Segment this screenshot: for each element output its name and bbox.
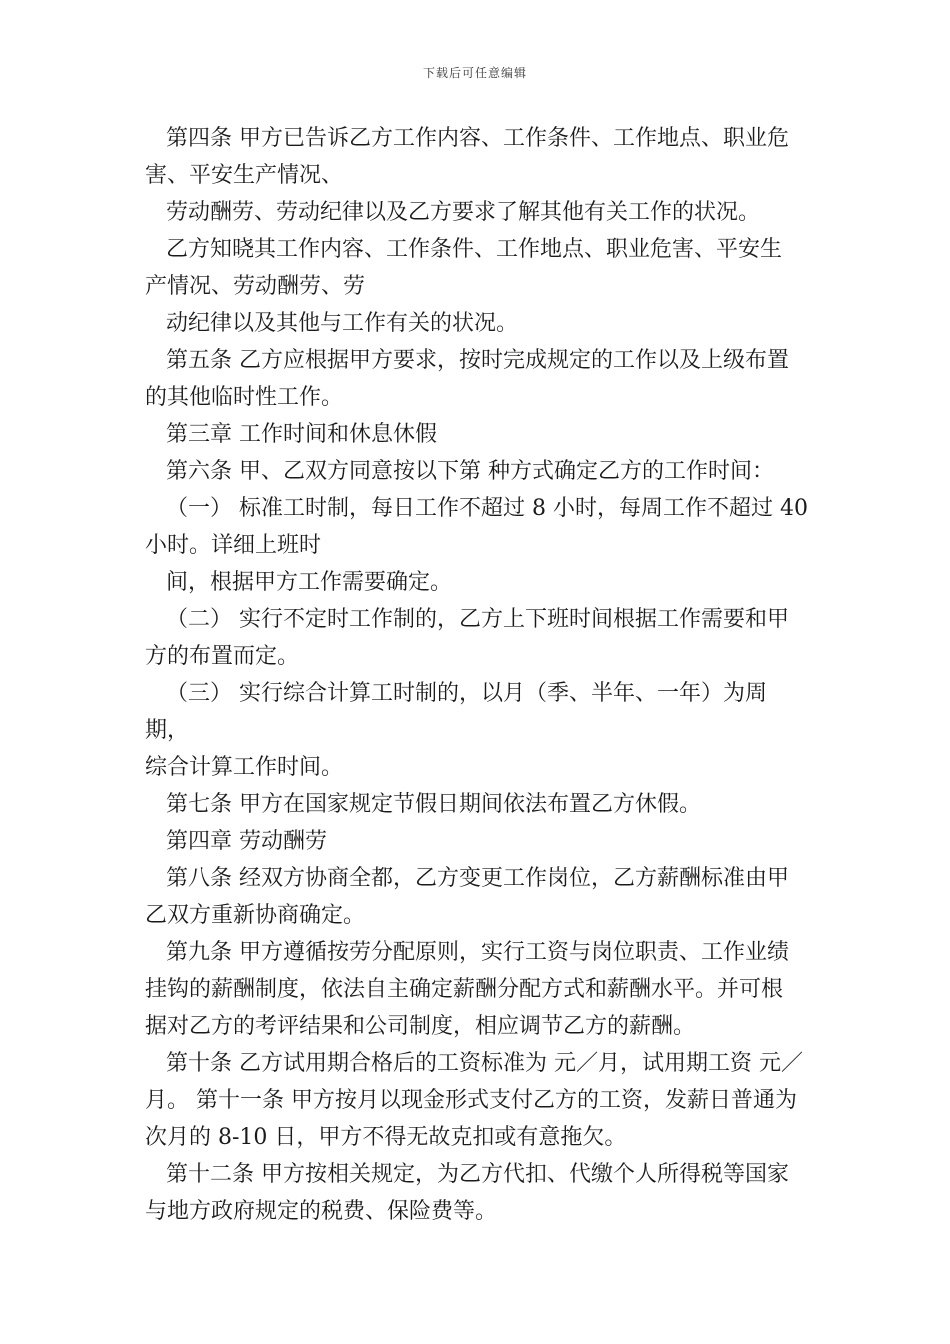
- paragraph-line: 第七条 甲方在国家规定节假日期间依法布置乙方休假。: [166, 792, 701, 817]
- paragraph: [145, 1156, 810, 1230]
- paragraph: [145, 194, 810, 231]
- paragraph-line: 挂钩的薪酬制度，依法自主确定薪酬分配方式和薪酬水平。并可根: [145, 977, 784, 1002]
- paragraph-line: 第十条 乙方试用期合格后的工资标准为 元／月，试用期工资 元／: [166, 1051, 803, 1076]
- paragraph-line: 次月的 8-10 日，甲方不得无故克扣或有意拖欠。: [145, 1125, 627, 1150]
- paragraph-line: 劳动酬劳、劳动纪律以及乙方要求了解其他有关工作的状况。: [166, 200, 761, 225]
- paragraph-line: 方的布置而定。: [145, 644, 300, 669]
- paragraph-line: 第五条 乙方应根据甲方要求，按时完成规定的工作以及上级布置: [166, 348, 789, 373]
- paragraph-line: （三） 实行综合计算工时制的，以月（季、半年、一年）为周期，: [145, 681, 767, 743]
- paragraph: [145, 490, 810, 564]
- paragraph-line: 小时。详细上班时: [145, 533, 322, 558]
- paragraph: [145, 860, 810, 934]
- paragraph: [145, 601, 810, 675]
- paragraph-line: 与地方政府规定的税费、保险费等。: [145, 1199, 498, 1224]
- paragraph: [145, 1045, 810, 1156]
- paragraph-line: 月。 第十一条 甲方按月以现金形式支付乙方的工资，发薪日普通为: [145, 1088, 797, 1113]
- paragraph: [145, 342, 810, 416]
- paragraph: [145, 231, 810, 305]
- paragraph: [145, 786, 810, 823]
- page-header: 下载后可任意编辑: [422, 66, 527, 80]
- paragraph-line: 乙方知晓其工作内容、工作条件、工作地点、职业危害、平安生: [166, 237, 783, 262]
- paragraph-line: 产情况、劳动酬劳、劳: [145, 274, 366, 299]
- paragraph-line: 第八条 经双方协商全都，乙方变更工作岗位，乙方薪酬标准由甲: [166, 866, 789, 891]
- paragraph-line: 害、平安生产情况、: [145, 163, 344, 188]
- paragraph: [145, 564, 810, 601]
- paragraph: [145, 120, 810, 194]
- paragraph: [145, 675, 810, 786]
- document-body: [145, 120, 810, 1230]
- paragraph-line: 间，根据甲方工作需要确定。: [166, 570, 453, 595]
- paragraph-line: 乙双方重新协商确定。: [145, 903, 366, 928]
- paragraph: [145, 823, 810, 860]
- paragraph-line: 第四条 甲方已告诉乙方工作内容、工作条件、工作地点、职业危: [166, 126, 789, 151]
- paragraph-line: 第四章 劳动酬劳: [166, 829, 327, 854]
- paragraph-line: 综合计算工作时间。: [145, 755, 344, 780]
- paragraph-line: （一） 标准工时制，每日工作不超过 8 小时，每周工作不超过 40: [166, 496, 808, 521]
- paragraph-line: 第三章 工作时间和休息休假: [166, 422, 437, 447]
- paragraph-line: 第六条 甲、乙双方同意按以下第 种方式确定乙方的工作时间：: [166, 459, 774, 484]
- paragraph: [145, 416, 810, 453]
- paragraph-line: 的其他临时性工作。: [145, 385, 344, 410]
- paragraph-line: 第十二条 甲方按相关规定，为乙方代扣、代缴个人所得税等国家: [166, 1162, 789, 1187]
- paragraph: [145, 934, 810, 1045]
- paragraph: [145, 453, 810, 490]
- paragraph-line: 动纪律以及其他与工作有关的状况。: [166, 311, 519, 336]
- paragraph: [145, 305, 810, 342]
- paragraph-line: 据对乙方的考评结果和公司制度，相应调节乙方的薪酬。: [145, 1014, 696, 1039]
- paragraph-line: （二） 实行不定时工作制的，乙方上下班时间根据工作需要和甲: [166, 607, 789, 632]
- paragraph-line: 第九条 甲方遵循按劳分配原则，实行工资与岗位职责、工作业绩: [166, 940, 789, 965]
